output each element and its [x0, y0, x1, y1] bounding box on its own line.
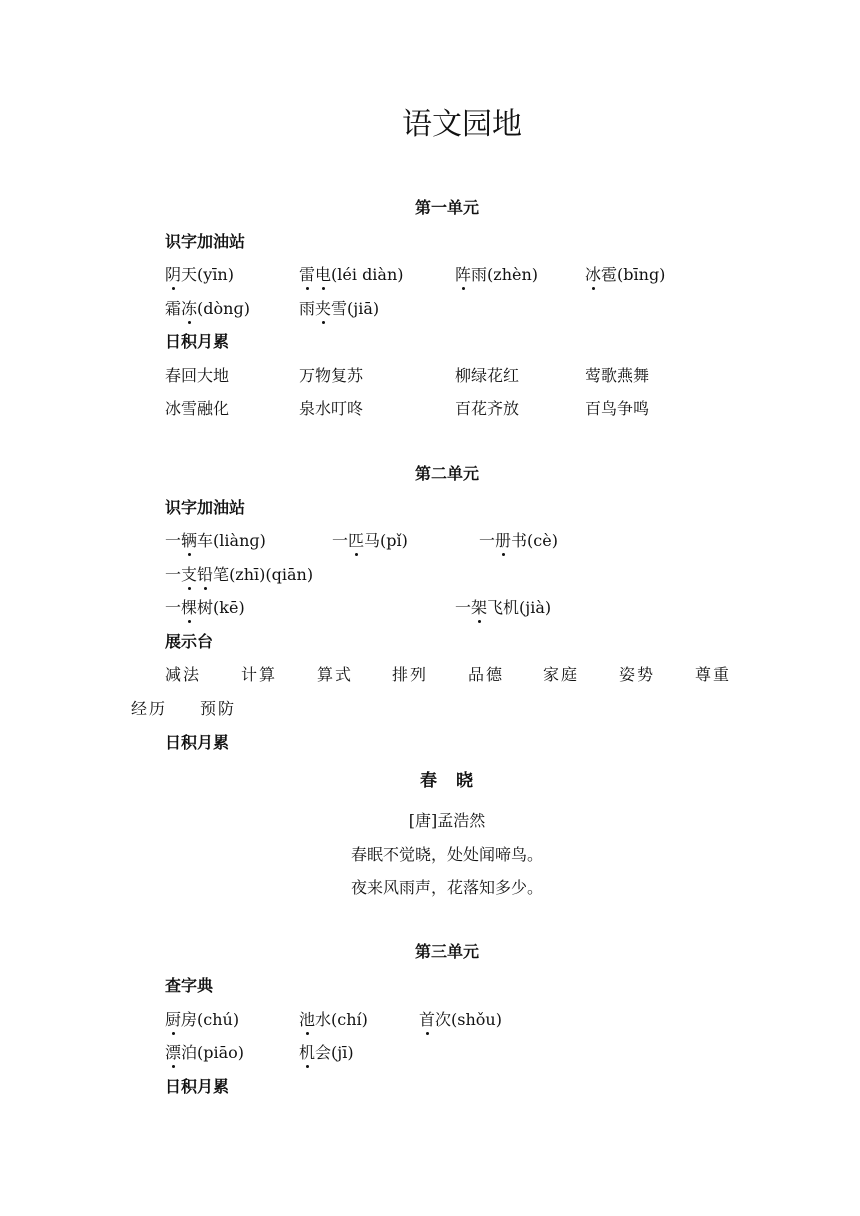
word: 计算 — [241, 665, 278, 684]
word: 品德 — [468, 665, 505, 684]
word: 家庭 — [543, 665, 580, 684]
unit1-heading: 第一单元 — [414, 198, 479, 217]
phrase: 万物复苏 — [299, 366, 364, 385]
page-title: 语文园地 — [402, 107, 522, 142]
vocab-item: 阴天(yīn) — [165, 265, 234, 284]
phrase: 柳绿花红 — [455, 366, 520, 385]
measure-word-item: 一册书(cè) — [479, 531, 558, 550]
measure-word-item: 一辆车(liànɡ) — [165, 531, 266, 550]
word-list — [0, 665, 860, 685]
vocab-item: 冰雹(bīng) — [585, 265, 666, 284]
poem-line: 夜来风雨声，花落知多少。 — [350, 878, 543, 897]
unit2-heading: 第二单元 — [414, 464, 479, 483]
vocab-item: 雨夹雪(jiā) — [299, 299, 380, 318]
phrase: 春回大地 — [165, 366, 230, 385]
phrase: 百鸟争鸣 — [585, 399, 650, 418]
measure-word-item: 一支铅笔(zhī)(qiān) — [165, 565, 314, 584]
word: 预防 — [200, 699, 237, 718]
vocab-item: 厨房(chú) — [165, 1010, 240, 1029]
word: 排列 — [392, 665, 429, 684]
unit2-riji-heading: 日积月累 — [165, 733, 230, 752]
poem-title: 春 晓 — [420, 771, 474, 791]
word: 减法 — [165, 665, 202, 684]
unit1-shizi-heading: 识字加油站 — [165, 232, 246, 251]
word: 经历 — [131, 699, 168, 718]
vocab-item: 霜冻(dònɡ) — [165, 299, 250, 318]
vocab-item: 机会(jī) — [299, 1043, 354, 1062]
unit3-heading: 第三单元 — [414, 942, 479, 961]
phrase: 百花齐放 — [455, 399, 520, 418]
vocab-item: 雷电(léi diàn) — [299, 265, 404, 284]
unit3-riji-heading: 日积月累 — [165, 1077, 230, 1096]
vocab-item: 首次(shǒu) — [419, 1010, 502, 1029]
measure-word-item: 一匹马(pǐ) — [332, 531, 408, 550]
poem-line: 春眠不觉晓，处处闻啼鸟。 — [350, 845, 543, 864]
vocab-item: 漂泊(piāo) — [165, 1043, 245, 1062]
poem-author: [唐]孟浩然 — [408, 811, 486, 830]
word-list — [0, 699, 860, 719]
unit2-zhanshi-heading: 展示台 — [165, 632, 214, 651]
phrase: 莺歌燕舞 — [585, 366, 650, 385]
unit1-riji-heading: 日积月累 — [165, 332, 230, 351]
phrase: 冰雪融化 — [165, 399, 230, 418]
unit3-chazi-heading: 查字典 — [165, 976, 214, 995]
word: 尊重 — [695, 665, 732, 684]
vocab-item: 池水(chí) — [299, 1010, 368, 1029]
vocab-item: 阵雨(zhèn) — [455, 265, 539, 284]
measure-word-item: 一棵树(kē) — [165, 598, 245, 617]
unit2-shizi-heading: 识字加油站 — [165, 498, 246, 517]
phrase: 泉水叮咚 — [299, 399, 364, 418]
word: 姿势 — [619, 665, 656, 684]
measure-word-item: 一架飞机(jià) — [455, 598, 552, 617]
word: 算式 — [317, 665, 354, 684]
